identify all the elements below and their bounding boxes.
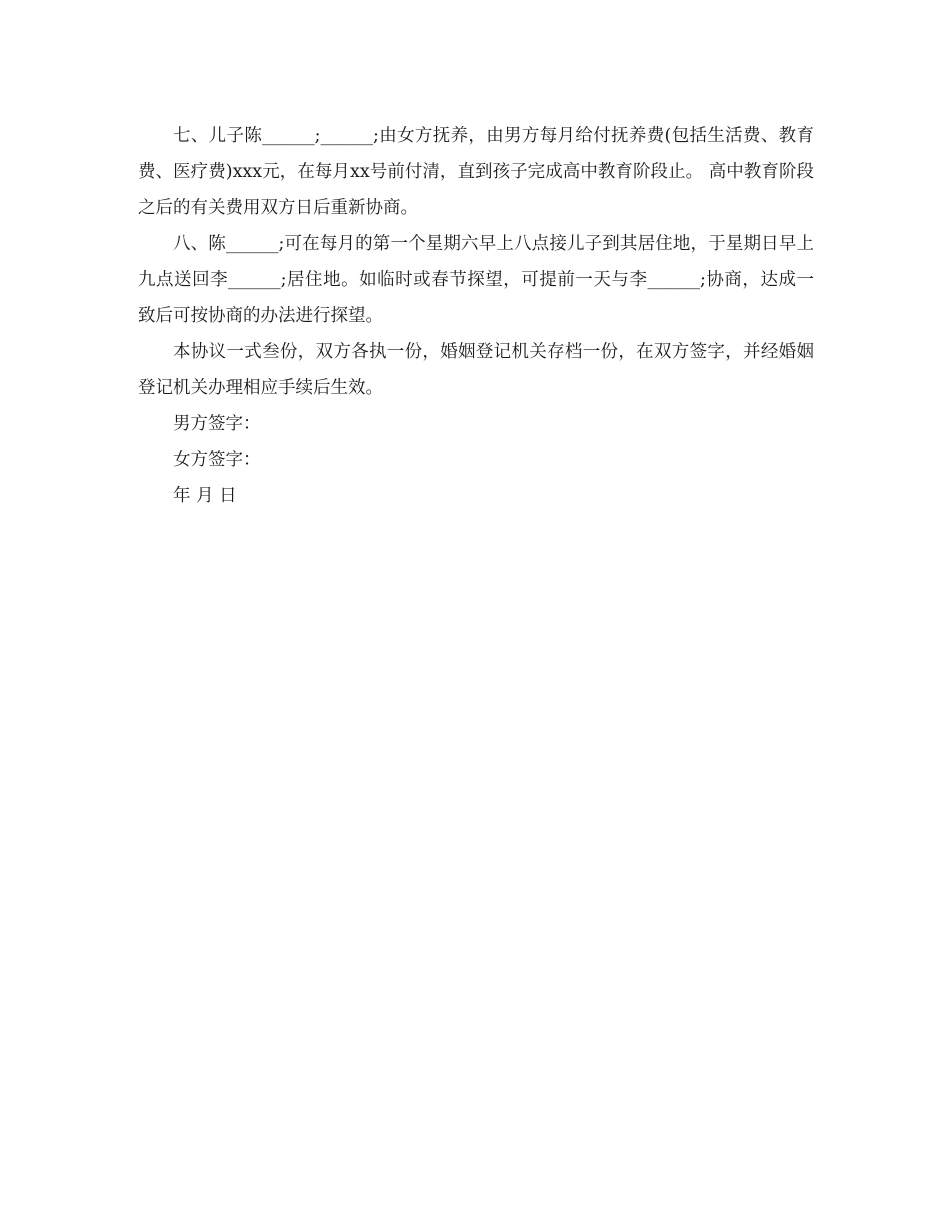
document-body [138,118,814,514]
date-line: 年 月 日 [173,486,237,506]
female-signature-line: 女方签字： [173,450,261,470]
male-signature-line: 男方签字： [173,414,261,434]
clause-seven-paragraph: 七、儿子陈______;______;由女方抚养，由男方每月给付抚养费(包括生活费、教育费、医疗费)xxx元，在每月xx号前付清，直到孩子完成高中教育阶段止。 高中教育阶段之后的有关费用双方日后重新协商。 [138,126,814,218]
clause-eight-paragraph: 八、陈______;可在每月的第一个星期六早上八点接儿子到其居住地，于星期日早上九点送回李______;居住地。如临时或春节探望，可提前一天与李______;协商，达成一 致后可按协商的办法进行探望。 [138,234,814,326]
agreement-effect-paragraph: 本协议一式叁份，双方各执一份，婚姻登记机关存档一份，在双方签字，并经婚姻登记机关办理相应手续后生效。 [138,342,814,398]
